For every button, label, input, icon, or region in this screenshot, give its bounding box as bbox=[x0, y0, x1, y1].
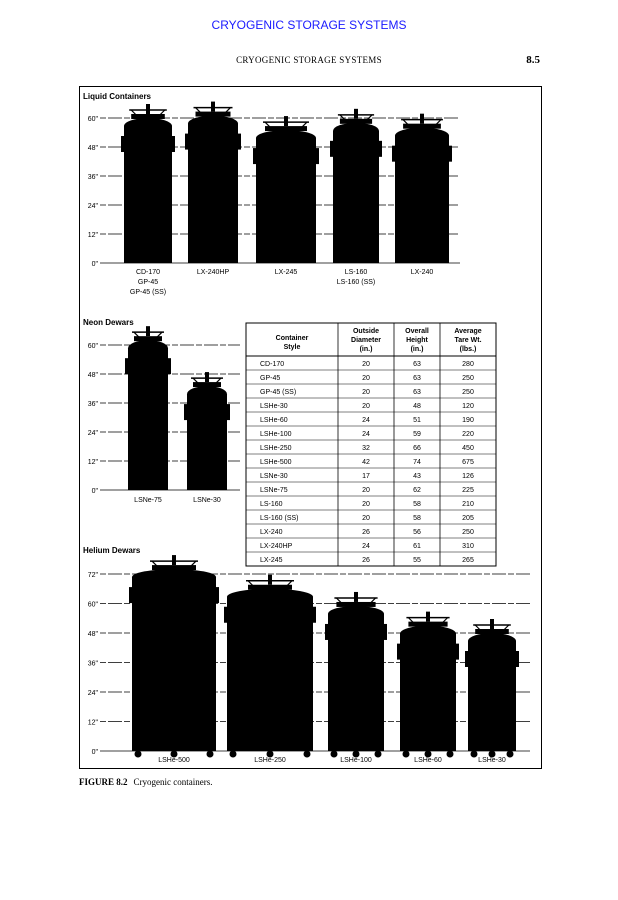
container-lshe-250 bbox=[224, 575, 316, 764]
table-cell: 205 bbox=[462, 515, 474, 522]
container-handle bbox=[449, 146, 452, 162]
container-valve bbox=[211, 102, 215, 112]
container-label: LX-245 bbox=[274, 269, 298, 276]
container-label: LSNe-75 bbox=[134, 497, 162, 504]
table-cell: 250 bbox=[462, 529, 474, 536]
table-cell: 42 bbox=[362, 459, 370, 466]
table-header-cell: Overall bbox=[405, 328, 429, 335]
table-header-cell: Height bbox=[406, 337, 428, 344]
table-cell: 250 bbox=[462, 375, 474, 382]
container-handle bbox=[379, 141, 382, 157]
container-lx-245 bbox=[253, 116, 319, 276]
axis-tick-label: 24" bbox=[87, 430, 98, 437]
axis-tick-label: 0" bbox=[91, 261, 98, 268]
table-header-cell: Average bbox=[454, 328, 482, 335]
container-body bbox=[188, 124, 238, 263]
table-cell: CD-170 bbox=[260, 361, 285, 368]
container-shoulder bbox=[187, 386, 227, 402]
running-head-title: CRYOGENIC STORAGE SYSTEMS bbox=[236, 55, 382, 65]
container-label: LSHe-250 bbox=[254, 757, 286, 764]
container-body bbox=[400, 634, 456, 751]
table-cell: 26 bbox=[362, 529, 370, 536]
table-cell: LSNe-75 bbox=[260, 487, 288, 494]
container-valve bbox=[205, 372, 209, 382]
container-valve bbox=[420, 114, 424, 124]
container-collar bbox=[265, 126, 307, 131]
container-body bbox=[128, 348, 168, 490]
caster-wheel bbox=[230, 751, 237, 758]
table-cell: GP-45 (SS) bbox=[260, 389, 297, 396]
container-body bbox=[132, 577, 216, 751]
container-collar bbox=[248, 585, 292, 590]
table-cell: 62 bbox=[413, 487, 421, 494]
caption-text: Cryogenic containers. bbox=[133, 777, 213, 787]
axis-tick-label: 36" bbox=[87, 174, 98, 181]
table-header-cell: Diameter bbox=[351, 337, 381, 344]
table-cell: 120 bbox=[462, 403, 474, 410]
container-label: LSHe-30 bbox=[478, 757, 506, 764]
container-shoulder bbox=[400, 626, 456, 642]
caster-wheel bbox=[447, 751, 454, 758]
table-cell: LSHe-30 bbox=[260, 403, 288, 410]
container-handle bbox=[238, 134, 241, 150]
caster-wheel bbox=[403, 751, 410, 758]
table-cell: 310 bbox=[462, 543, 474, 550]
table-cell: LS-160 bbox=[260, 501, 283, 508]
table-header-cell: Tare Wt. bbox=[454, 337, 482, 344]
table-cell: LSHe-100 bbox=[260, 431, 292, 438]
container-handle bbox=[125, 358, 128, 374]
container-valve bbox=[284, 116, 288, 126]
table-cell: GP-45 bbox=[260, 375, 281, 382]
caster-wheel bbox=[304, 751, 311, 758]
container-collar bbox=[152, 565, 196, 570]
section-title: Neon Dewars bbox=[83, 318, 134, 327]
table-cell: 17 bbox=[362, 473, 370, 480]
container-shoulder bbox=[328, 606, 384, 622]
figure-panel bbox=[79, 86, 542, 769]
axis-tick-label: 36" bbox=[87, 401, 98, 408]
container-handle bbox=[456, 644, 459, 660]
container-shoulder bbox=[188, 116, 238, 132]
table-cell: 20 bbox=[362, 361, 370, 368]
container-valve bbox=[490, 619, 494, 629]
table-cell: 61 bbox=[413, 543, 421, 550]
axis-tick-label: 60" bbox=[87, 601, 98, 609]
axis-tick-label: 48" bbox=[87, 145, 98, 152]
axis-tick-label: 60" bbox=[87, 343, 98, 350]
container-label: LSHe-500 bbox=[158, 757, 190, 764]
container-valve bbox=[354, 109, 358, 119]
table-cell: 675 bbox=[462, 459, 474, 466]
container-lsne-30 bbox=[184, 372, 230, 504]
table-cell: 20 bbox=[362, 487, 370, 494]
table-cell: LX-245 bbox=[260, 557, 283, 564]
table-cell: 225 bbox=[462, 487, 474, 494]
container-handle bbox=[184, 404, 187, 420]
figure-caption bbox=[79, 777, 213, 787]
table-cell: 63 bbox=[413, 375, 421, 382]
section-title: Helium Dewars bbox=[83, 546, 141, 555]
container-handle bbox=[224, 607, 227, 623]
container-handle bbox=[121, 136, 124, 152]
container-handle bbox=[253, 148, 256, 164]
table-cell: 220 bbox=[462, 431, 474, 438]
table-cell: 58 bbox=[413, 501, 421, 508]
axis-tick-label: 12" bbox=[87, 459, 98, 466]
table-cell: 59 bbox=[413, 431, 421, 438]
container-handle bbox=[330, 141, 333, 157]
axis-tick-label: 48" bbox=[87, 631, 98, 638]
container-lx-240 bbox=[392, 114, 452, 276]
table-cell: 20 bbox=[362, 403, 370, 410]
container-body bbox=[468, 641, 516, 751]
caster-wheel bbox=[331, 751, 338, 758]
table-cell: 24 bbox=[362, 543, 370, 550]
table-header-cell: Outside bbox=[352, 328, 380, 335]
table-cell: 210 bbox=[462, 501, 474, 508]
table-cell: 56 bbox=[413, 529, 421, 536]
container-handle bbox=[384, 624, 387, 640]
axis-tick-label: 12" bbox=[87, 232, 98, 239]
table-cell: LX-240 bbox=[260, 529, 283, 536]
banner-title: CRYOGENIC STORAGE SYSTEMS bbox=[211, 18, 407, 32]
caster-wheel bbox=[135, 751, 142, 758]
table-cell: 24 bbox=[362, 417, 370, 424]
container-shoulder bbox=[468, 633, 516, 649]
container-label: LX-240HP bbox=[196, 269, 230, 276]
container-valve bbox=[354, 592, 358, 602]
container-handle bbox=[465, 651, 468, 667]
table-cell: 24 bbox=[362, 431, 370, 438]
caster-wheel bbox=[507, 751, 514, 758]
container-handle bbox=[129, 587, 132, 603]
container-handle bbox=[316, 148, 319, 164]
container-lsne-75 bbox=[125, 326, 171, 504]
container-body bbox=[187, 394, 227, 490]
container-handle bbox=[325, 624, 328, 640]
axis-tick-label: 36" bbox=[87, 660, 98, 668]
caster-wheel bbox=[375, 751, 382, 758]
container-label: CD-170 bbox=[135, 269, 161, 276]
container-lshe-60 bbox=[397, 612, 459, 764]
table-cell: 126 bbox=[462, 473, 474, 480]
caster-wheel bbox=[207, 751, 214, 758]
table-cell: 43 bbox=[413, 473, 421, 480]
container-handle bbox=[168, 358, 171, 374]
container-valve bbox=[426, 612, 430, 622]
page-number: 8.5 bbox=[526, 54, 540, 66]
container-handle bbox=[313, 607, 316, 623]
container-body bbox=[124, 126, 172, 263]
table-cell: 74 bbox=[413, 459, 421, 466]
table-cell: 63 bbox=[413, 361, 421, 368]
container-lshe-100 bbox=[325, 592, 387, 764]
table-cell: 20 bbox=[362, 389, 370, 396]
container-handle bbox=[392, 146, 395, 162]
axis-tick-label: 0" bbox=[91, 488, 98, 495]
axis-tick-label: 0" bbox=[91, 749, 98, 756]
table-cell: 51 bbox=[413, 417, 421, 424]
container-shoulder bbox=[395, 128, 449, 144]
container-shoulder bbox=[227, 589, 313, 605]
container-cd-170 bbox=[121, 104, 175, 296]
container-label: GP-45 bbox=[137, 279, 159, 286]
container-body bbox=[333, 131, 379, 263]
axis-tick-label: 72" bbox=[87, 572, 98, 579]
container-body bbox=[395, 136, 449, 263]
container-shoulder bbox=[128, 340, 168, 356]
container-body bbox=[256, 138, 316, 263]
table-cell: 55 bbox=[413, 557, 421, 564]
container-shoulder bbox=[256, 130, 316, 146]
axis-tick-label: 48" bbox=[87, 372, 98, 379]
table-header-cell: Style bbox=[283, 344, 301, 351]
helium-dewars-chart bbox=[83, 546, 530, 764]
container-collar bbox=[336, 602, 375, 607]
container-body bbox=[328, 614, 384, 751]
container-shoulder bbox=[124, 118, 172, 134]
container-lshe-500 bbox=[129, 555, 219, 764]
table-header-cell: (lbs.) bbox=[459, 346, 477, 353]
container-handle bbox=[172, 136, 175, 152]
table-header-cell: Container bbox=[275, 335, 309, 342]
table-cell: LSHe-60 bbox=[260, 417, 288, 424]
caption-label: FIGURE 8.2 bbox=[79, 777, 128, 787]
container-body bbox=[227, 597, 313, 751]
section-title: Liquid Containers bbox=[83, 92, 151, 101]
container-handle bbox=[185, 134, 188, 150]
axis-tick-label: 12" bbox=[87, 719, 98, 727]
table-header-cell: (in.) bbox=[410, 346, 424, 353]
table-cell: 20 bbox=[362, 501, 370, 508]
container-label: LSHe-100 bbox=[340, 757, 372, 764]
table-cell: LS-160 (SS) bbox=[260, 515, 299, 522]
table-cell: 265 bbox=[462, 557, 474, 564]
table-cell: 58 bbox=[413, 515, 421, 522]
caster-wheel bbox=[471, 751, 478, 758]
container-handle bbox=[397, 644, 400, 660]
container-valve bbox=[146, 104, 150, 114]
specifications-table bbox=[246, 323, 496, 566]
container-collar bbox=[403, 124, 441, 129]
container-label: LX-240 bbox=[410, 269, 434, 276]
axis-tick-label: 60" bbox=[87, 116, 98, 123]
container-label: LS-160 (SS) bbox=[336, 279, 376, 286]
axis-tick-label: 24" bbox=[87, 203, 98, 210]
container-valve bbox=[146, 326, 150, 336]
table-cell: 32 bbox=[362, 445, 370, 452]
container-ls-160 bbox=[330, 109, 382, 286]
container-lx-240hp bbox=[185, 102, 241, 276]
table-cell: LSHe-500 bbox=[260, 459, 292, 466]
figure-drawing bbox=[80, 87, 541, 768]
table-cell: 280 bbox=[462, 361, 474, 368]
container-lshe-30 bbox=[465, 619, 519, 764]
table-cell: 26 bbox=[362, 557, 370, 564]
neon-dewars-chart bbox=[83, 318, 240, 504]
container-shoulder bbox=[132, 569, 216, 585]
container-handle bbox=[516, 651, 519, 667]
table-cell: 63 bbox=[413, 389, 421, 396]
container-label: LSHe-60 bbox=[414, 757, 442, 764]
table-cell: 450 bbox=[462, 445, 474, 452]
container-collar bbox=[408, 622, 447, 627]
container-label: LSNe-30 bbox=[193, 497, 221, 504]
table-cell: LX-240HP bbox=[260, 543, 293, 550]
container-valve bbox=[172, 555, 176, 565]
table-cell: 250 bbox=[462, 389, 474, 396]
table-cell: LSNe-30 bbox=[260, 473, 288, 480]
axis-tick-label: 24" bbox=[87, 690, 98, 697]
container-shoulder bbox=[333, 123, 379, 139]
table-header-cell: (in.) bbox=[359, 346, 373, 353]
container-label: GP-45 (SS) bbox=[129, 289, 167, 296]
container-handle bbox=[227, 404, 230, 420]
table-cell: 66 bbox=[413, 445, 421, 452]
table-cell: 190 bbox=[462, 417, 474, 424]
table-cell: LSHe-250 bbox=[260, 445, 292, 452]
table-cell: 20 bbox=[362, 375, 370, 382]
container-valve bbox=[268, 575, 272, 585]
container-label: LS-160 bbox=[344, 269, 368, 276]
table-cell: 48 bbox=[413, 403, 421, 410]
table-cell: 20 bbox=[362, 515, 370, 522]
liquid-containers-chart bbox=[83, 92, 460, 296]
container-handle bbox=[216, 587, 219, 603]
